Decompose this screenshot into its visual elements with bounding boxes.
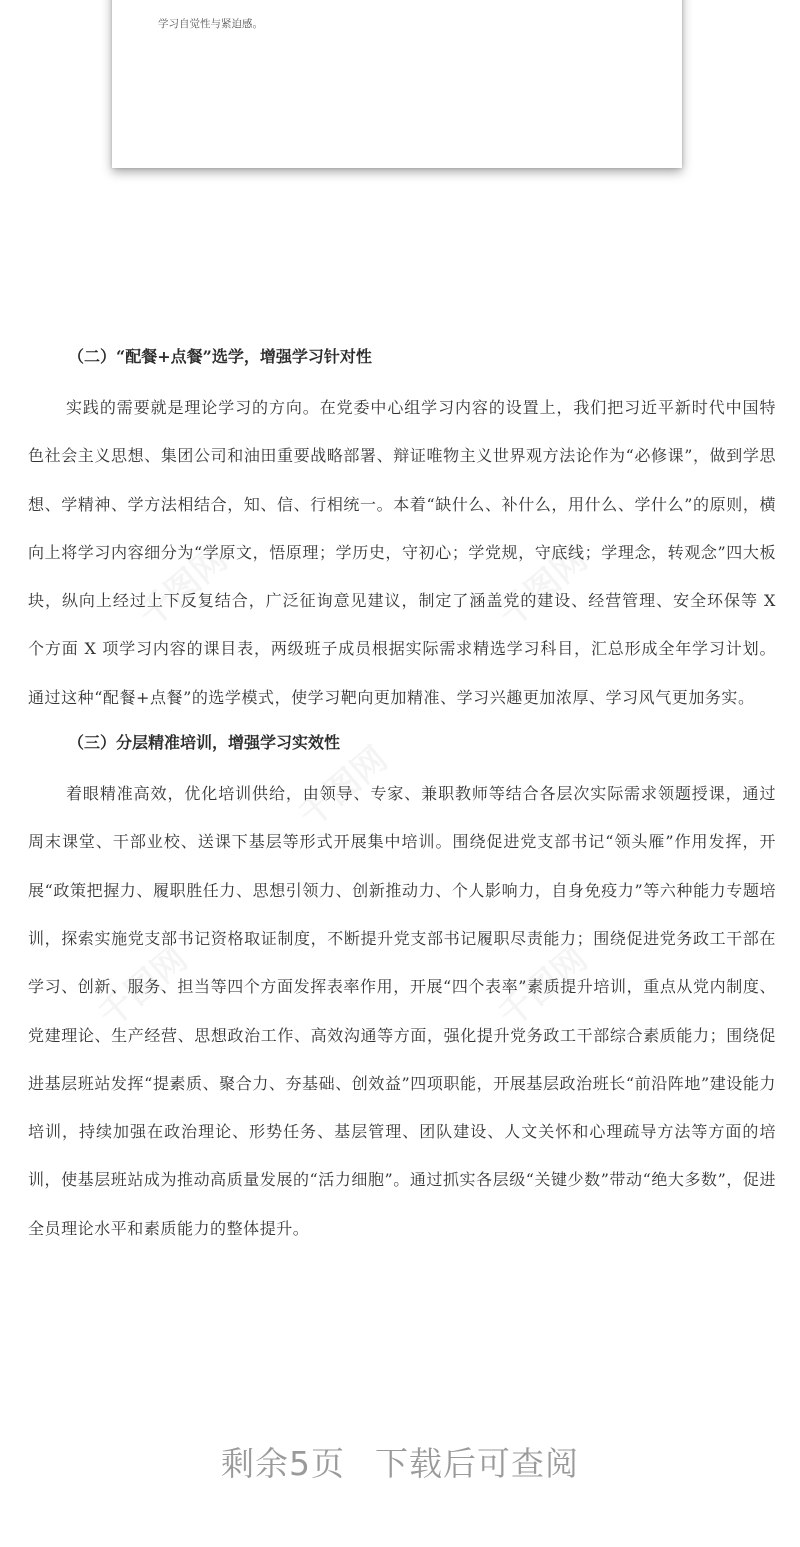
article [28,340,776,1253]
section-paragraph: 着眼精准高效，优化培训供给，由领导、专家、兼职教师等结合各层次实际需求领题授课，通过周末课堂、干部业校、送课下基层等形式开展集中培训。围绕促进党支部书记“领头雁”作用发挥，开展“政策把握力、履职胜任力、思想引领力、创新推动力、个人影响力，自身免疫力”等六种能力专题培训，探索实施党支部书记资格取证制度，不断提升党支部书记履职尽责能力；围绕促进党务政工干部在学习、创新、服务、担当等四个方面发挥表率作用，开展“四个表率”素质提升培训，重点从党内制度、党建理论、生产经营、思想政治工作、高效沟通等方面，强化提升党务政工干部综合素质能力；围绕促进基层班站发挥“提素质、聚合力、夯基础、创效益”四项职能，开展基层政治班长“前沿阵地”建设能力培训，持续加强在政治理论、形势任务、基层管理、团队建设、人文关怀和心理疏导方法等方面的培训，使基层班站成为推动高质量发展的“活力细胞”。通过抓实各层级“关键少数”带动“绝大多数”，促进全员理论水平和素质能力的整体提升。 [28,784,776,1238]
download-notice[interactable] [0,1442,800,1486]
remaining-pages-text: 剩余5页 [221,1444,345,1483]
section-heading: （二）“配餐+点餐”选学，增强学习针对性 [68,347,372,366]
previous-page-last-line: 学习自觉性与紧迫感。 [158,18,263,30]
download-to-view-text: 下载后可查阅 [375,1444,579,1483]
section-heading: （三）分层精准培训，增强学习实效性 [68,733,341,753]
previous-page-card [112,0,682,168]
section-paragraph: 实践的需要就是理论学习的方向。在党委中心组学习内容的设置上，我们把习近平新时代中国特色社会主义思想、集团公司和油田重要战略部署、辩证唯物主义世界观方法论作为“必修课”，做到学思想、学精神、学方法相结合，知、信、行相统一。本着“缺什么、补什么，用什么、学什么”的原则，横向上将学习内容细分为“学原文，悟原理；学历史，守初心；学党规，守底线；学理念，转观念”四大板块，纵向上经过上下反复结合，广泛征询意见建议，制定了涵盖党的建设、经营管理、安全环保等 X 个方面 X 项学习内容的课目表，两级班子成员根据实际需求精选学习科目，汇总形成全年学习计划。通过这种“配餐+点餐”的选学模式，使学习靶向更加精准、学习兴趣更加浓厚、学习风气更加务实。 [28,398,776,707]
